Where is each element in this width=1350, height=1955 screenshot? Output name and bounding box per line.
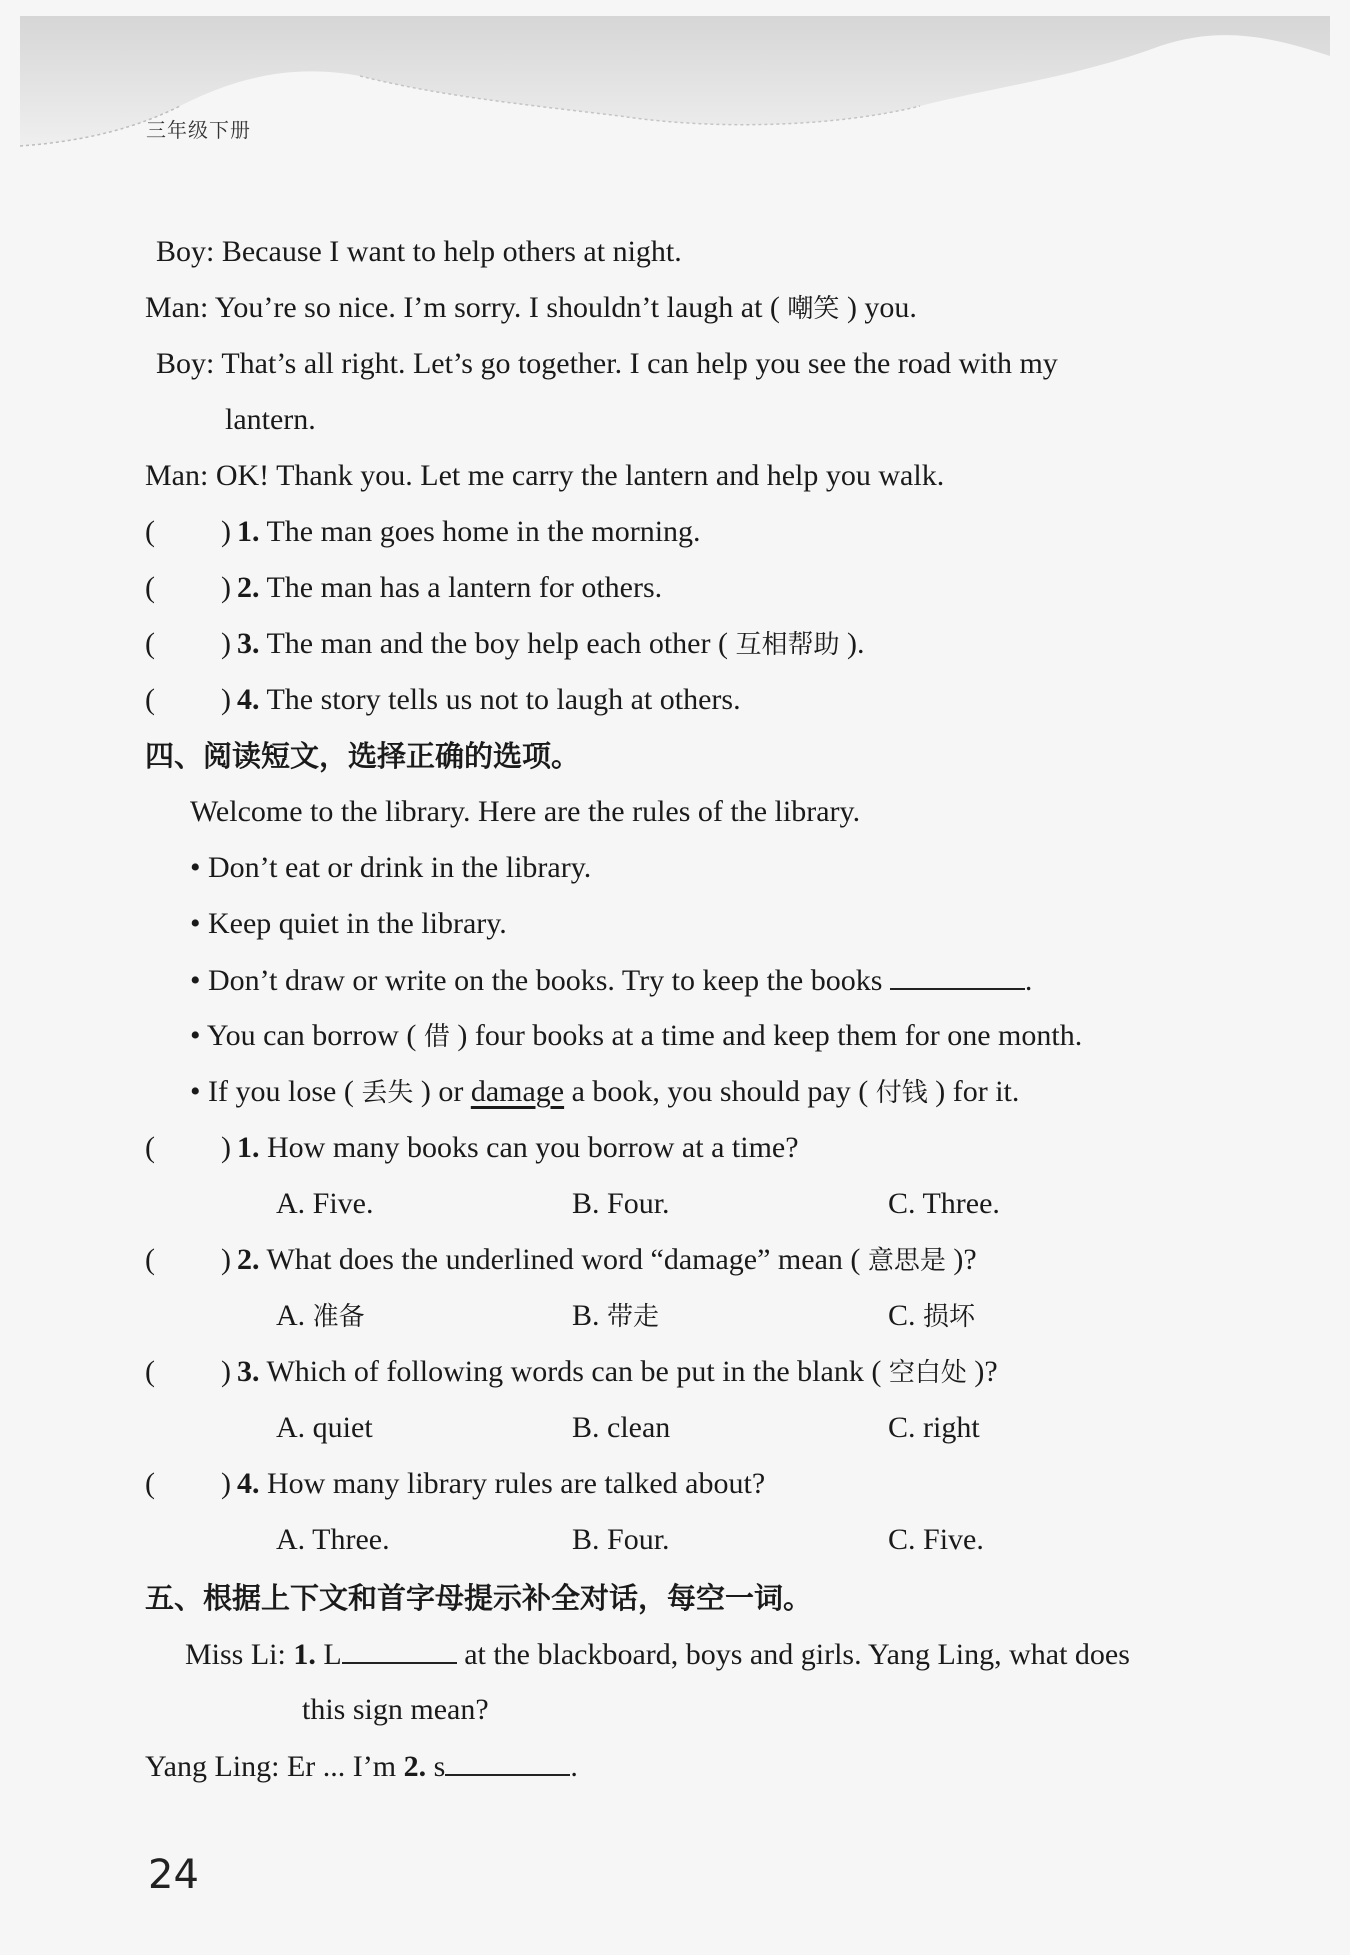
option-c: C. Five.	[888, 1523, 984, 1556]
chinese-gloss: 互相帮助	[735, 630, 840, 660]
speaker: Boy:	[156, 235, 215, 268]
answer-paren-open: (	[145, 683, 155, 716]
section-5-heading: 五、根据上下文和首字母提示补全对话，每空一词。	[145, 1581, 813, 1615]
dialogue-5-line-2: this sign mean?	[302, 1693, 489, 1726]
answer-paren-close: )	[221, 1243, 231, 1276]
question-number: 2.	[237, 571, 260, 604]
option-text: 准备	[312, 1302, 365, 1332]
bullet: •	[190, 964, 201, 997]
hint-letter: L	[323, 1638, 342, 1671]
answer-paren-open: (	[145, 1467, 155, 1500]
speaker: Boy:	[156, 347, 215, 380]
fill-blank-1[interactable]	[342, 1634, 457, 1664]
bullet: •	[190, 1019, 201, 1052]
option-a: A. quiet	[276, 1411, 373, 1444]
question-number: 2.	[237, 1243, 260, 1276]
bullet: •	[190, 907, 201, 940]
option-b: B. Four.	[572, 1523, 670, 1556]
option-c: C. Three.	[888, 1187, 1000, 1220]
question-number: 4.	[237, 683, 260, 716]
dialogue-text: Because I want to help others at night.	[221, 235, 682, 268]
chinese-gloss: 空白处	[888, 1358, 967, 1388]
dialogue-text: OK! Thank you. Let me carry the lantern and help you walk.	[215, 459, 945, 492]
fill-blank-2[interactable]	[445, 1746, 570, 1776]
option-a	[276, 1296, 365, 1337]
passage-intro: Welcome to the library. Here are the rules of the library.	[190, 795, 861, 828]
rule-5	[190, 1072, 1019, 1113]
option-a: A. Three.	[276, 1523, 390, 1556]
page-number: 24	[148, 1852, 199, 1898]
option-b: B. clean	[572, 1411, 671, 1444]
speaker: Miss Li:	[185, 1638, 286, 1671]
speaker: Man:	[145, 291, 209, 324]
rule-3	[190, 960, 1032, 1001]
question-text: The man has a lantern for others.	[266, 571, 663, 604]
question-text: Which of following words can be put in the blank (	[266, 1355, 882, 1388]
bullet: •	[190, 851, 201, 884]
dialogue-text: at the blackboard, boys and girls. Yang Ling, what does	[464, 1638, 1130, 1671]
question-number: 2.	[403, 1750, 427, 1783]
question-text: What does the underlined word “damage” mean (	[266, 1243, 861, 1276]
dialogue-line-2	[145, 288, 917, 329]
option-c: C. right	[888, 1411, 980, 1444]
question-text: The man and the boy help each other (	[266, 627, 728, 660]
fill-blank[interactable]	[890, 960, 1025, 990]
rule-text: ) four books at a time and keep them for one month.	[457, 1019, 1083, 1052]
question-number: 1.	[237, 1131, 260, 1164]
rule-end: .	[1024, 964, 1033, 997]
question-number: 3.	[237, 627, 260, 660]
section-4-heading: 四、阅读短文，选择正确的选项。	[145, 739, 581, 773]
rule-text: ) for it.	[935, 1075, 1020, 1108]
dialogue-5-line-1	[185, 1634, 1130, 1675]
dialogue-line-3	[156, 344, 1058, 384]
option-label: A.	[276, 1299, 306, 1332]
answer-paren-open: (	[145, 1355, 155, 1388]
rule-text: Don’t draw or write on the books. Try to keep the books	[208, 964, 883, 997]
question-number: 1.	[293, 1638, 316, 1671]
question-number: 1.	[237, 515, 260, 548]
chinese-gloss: 意思是	[867, 1246, 946, 1276]
question-text: )?	[953, 1243, 977, 1276]
question-text: )?	[974, 1355, 998, 1388]
rule-4	[190, 1016, 1082, 1057]
dialogue-text: Er ... I’m	[286, 1750, 397, 1783]
rule-text: If you lose (	[208, 1075, 354, 1108]
dialogue-line-5	[145, 456, 944, 496]
question-number: 3.	[237, 1355, 260, 1388]
dialogue-line-4	[225, 400, 316, 440]
answer-paren-close: )	[221, 683, 231, 716]
option-label: B.	[572, 1299, 600, 1332]
bullet: •	[190, 1075, 201, 1108]
rule-text: You can borrow (	[206, 1019, 417, 1052]
question-text: How many books can you borrow at a time?	[267, 1131, 799, 1164]
question-text: The man goes home in the morning.	[266, 515, 701, 548]
dialogue-text: ) you.	[846, 291, 917, 324]
dialogue-5-line-3	[145, 1746, 578, 1787]
option-a: A. Five.	[276, 1187, 374, 1220]
answer-paren-close: )	[221, 1467, 231, 1500]
dialogue-end: .	[570, 1750, 578, 1783]
question-text: The story tells us not to laugh at others.	[266, 683, 741, 716]
hint-letter: s	[433, 1750, 446, 1783]
dialogue-line-1	[156, 232, 682, 272]
answer-paren-open: (	[145, 515, 155, 548]
rule-2	[190, 904, 507, 944]
option-b: B. Four.	[572, 1187, 670, 1220]
speaker: Yang Ling:	[145, 1750, 280, 1783]
option-text: 损坏	[923, 1302, 976, 1332]
answer-paren-close: )	[221, 515, 231, 548]
answer-paren-close: )	[221, 1355, 231, 1388]
answer-paren-open: (	[145, 1131, 155, 1164]
answer-paren-close: )	[221, 1131, 231, 1164]
option-label: C.	[888, 1299, 916, 1332]
dialogue-text: lantern.	[225, 403, 316, 436]
speaker: Man:	[145, 459, 209, 492]
rule-text: Keep quiet in the library.	[208, 907, 507, 940]
chinese-gloss: 借	[423, 1022, 450, 1052]
rule-text: a book, you should pay (	[571, 1075, 869, 1108]
answer-paren-close: )	[221, 627, 231, 660]
chinese-gloss: 嘲笑	[787, 294, 840, 324]
answer-paren-close: )	[221, 571, 231, 604]
header-decoration	[20, 16, 1330, 186]
dialogue-text: You’re so nice. I’m sorry. I shouldn’t laugh at (	[214, 291, 780, 324]
question-number: 4.	[237, 1467, 260, 1500]
option-c	[888, 1296, 975, 1337]
chinese-gloss: 丢失	[361, 1078, 414, 1108]
answer-paren-open: (	[145, 571, 155, 604]
question-text: How many library rules are talked about?	[267, 1467, 766, 1500]
answer-paren-open: (	[145, 627, 155, 660]
option-text: 带走	[607, 1302, 660, 1332]
underlined-word: damage	[470, 1075, 565, 1108]
option-b	[572, 1296, 659, 1337]
rule-1	[190, 848, 591, 888]
chinese-gloss: 付钱	[875, 1078, 928, 1108]
rule-text: Don’t eat or drink in the library.	[208, 851, 592, 884]
question-text: ).	[846, 627, 865, 660]
dialogue-text: That’s all right. Let’s go together. I can help you see the road with my	[221, 347, 1058, 380]
grade-label: 三年级下册	[146, 118, 251, 142]
answer-paren-open: (	[145, 1243, 155, 1276]
rule-text: ) or	[420, 1075, 464, 1108]
